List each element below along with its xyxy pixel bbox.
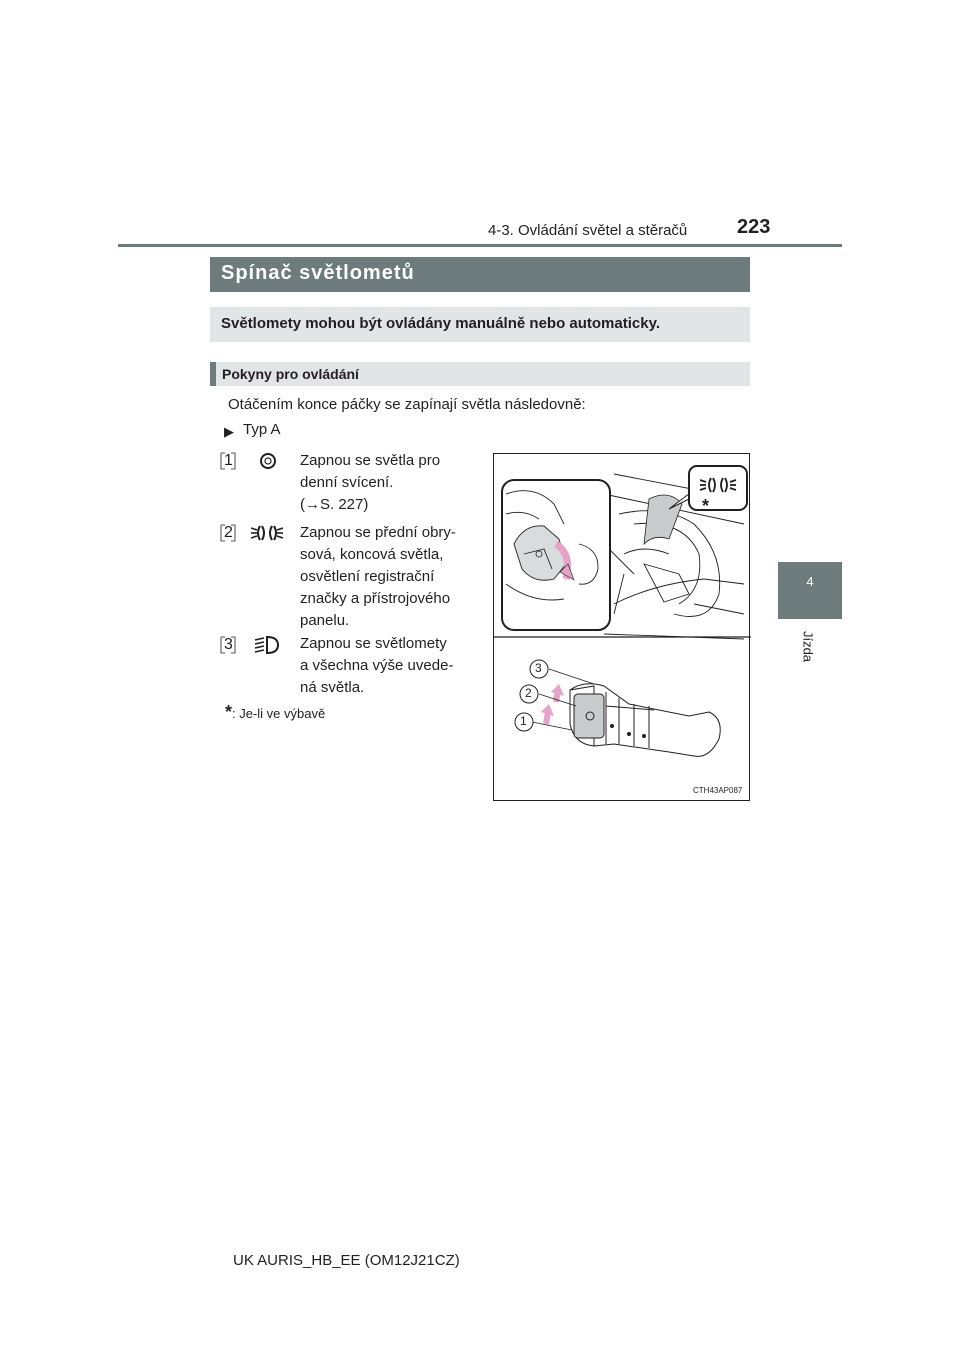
- item-number: [220, 636, 236, 658]
- parking-lights-icon: [250, 522, 284, 549]
- chapter-tab: [778, 562, 842, 619]
- illustration: [494, 454, 751, 802]
- chapter-tab-label: [774, 621, 846, 681]
- item-line: značky a přístrojového: [300, 590, 451, 607]
- intro-text: Světlomety mohou být ovládány manuálně nebo automaticky.: [221, 315, 660, 332]
- item-description: [300, 450, 478, 516]
- item-number-text: 3: [224, 636, 233, 653]
- figure-code: CTH43AP087: [693, 786, 743, 795]
- section-header: 4-3. Ovládání světel a stěračů: [488, 222, 688, 239]
- type-label: Typ A: [243, 421, 281, 438]
- item-number-text: 2: [224, 524, 233, 541]
- item-line: ná světla.: [300, 679, 365, 696]
- item-line: panelu.: [300, 612, 350, 629]
- item-reference: (→S. 227): [300, 496, 369, 513]
- callout-label: 2: [525, 686, 532, 700]
- headlight-icon: [252, 634, 282, 661]
- body-text: Otáčením konce páčky se zapínají světla následovně:: [228, 396, 586, 413]
- subheading: Pokyny pro ovládání: [222, 366, 359, 382]
- item-line: sová, koncová světla,: [300, 546, 444, 563]
- item-description: [300, 633, 478, 699]
- item-number: [220, 452, 236, 474]
- subheading-stripe: [210, 362, 216, 386]
- item-line: Zapnou se přední obry-: [300, 524, 456, 541]
- footnote-text: : Je-li ve výbavě: [232, 706, 326, 721]
- page-number: 223: [737, 216, 771, 238]
- drl-icon: [256, 451, 280, 476]
- header-divider: [118, 244, 842, 247]
- indicator-bubble: [689, 466, 747, 510]
- footnote-star: *: [225, 702, 233, 722]
- chapter-tab-label-text: Jízda: [800, 630, 816, 663]
- footer-model-code: UK AURIS_HB_EE (OM12J21CZ): [233, 1252, 460, 1269]
- item-description: [300, 522, 478, 632]
- chapter-tab-number: 4: [806, 574, 814, 589]
- triangle-bullet-icon: ▶: [224, 424, 234, 439]
- figure-asterisk: *: [702, 496, 710, 516]
- page-title: Spínač světlometů: [221, 262, 415, 284]
- gauge-cluster: [644, 495, 682, 544]
- footnote: [225, 702, 325, 723]
- page-reference: S. 227: [320, 496, 364, 513]
- item-number-text: 1: [224, 452, 233, 469]
- arrow-right-icon: →: [305, 496, 320, 513]
- item-line: denní svícení.: [300, 474, 394, 491]
- headlight-switch-figure: [493, 453, 750, 801]
- item-line: a všechna výše uvede-: [300, 657, 454, 674]
- callout-label: 3: [535, 661, 542, 675]
- item-line: Zapnou se světlomety: [300, 635, 447, 652]
- lever-drawing: [570, 684, 720, 757]
- item-line: osvětlení registrační: [300, 568, 435, 585]
- item-line: Zapnou se světla pro: [300, 452, 441, 469]
- item-number: [220, 524, 236, 546]
- callout-label: 1: [520, 714, 527, 728]
